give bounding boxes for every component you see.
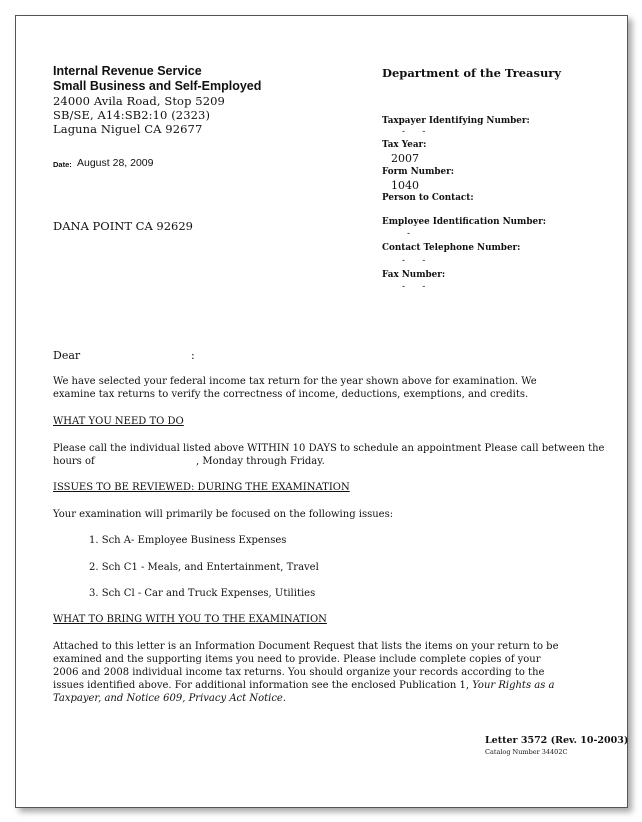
recipient-city: DANA POINT CA 92629 xyxy=(53,219,193,233)
heading-issues: ISSUES TO BE REVIEWED: DURING THE EXAMINATION xyxy=(53,482,350,493)
intro-paragraph: We have selected your federal income tax return for the year shown above for examination. We examine tax returns to verify the correctness of income, deductions, exemptions, and credits. xyxy=(53,376,537,400)
sender-city: Laguna Niguel CA 92677 xyxy=(53,122,203,136)
form-number-label: Form Number: xyxy=(382,167,455,177)
person-to-contact-label: Person to Contact: xyxy=(382,193,474,203)
issue-item-1: 1. Sch A- Employee Business Expenses xyxy=(89,535,287,546)
sender-name: Internal Revenue Service xyxy=(53,64,202,78)
tax-year-value: 2007 xyxy=(391,152,419,165)
salutation-colon: : xyxy=(191,349,195,362)
sender-street: 24000 Avila Road, Stop 5209 xyxy=(53,94,225,108)
heading-what-to-bring: WHAT TO BRING WITH YOU TO THE EXAMINATION xyxy=(53,614,327,625)
date-label: Date: xyxy=(53,160,72,169)
bring-paragraph xyxy=(53,640,568,705)
contact-phone-value: - - xyxy=(402,256,426,266)
letter-number: Letter 3572 (Rev. 10-2003) xyxy=(485,735,629,746)
fax-number-value: - - xyxy=(402,282,426,292)
tax-year-label: Tax Year: xyxy=(382,140,427,150)
sender-division: Small Business and Self-Employed xyxy=(53,79,262,93)
employee-id-label: Employee Identification Number: xyxy=(382,217,546,227)
contact-phone-label: Contact Telephone Number: xyxy=(382,243,521,253)
need-paragraph-hours-label: hours of xyxy=(53,456,95,467)
heading-what-you-need: WHAT YOU NEED TO DO xyxy=(53,416,184,427)
issues-intro: Your examination will primarily be focused on the following issues: xyxy=(53,509,394,520)
tin-value: - - xyxy=(402,127,426,137)
tin-label: Taxpayer Identifying Number: xyxy=(382,116,530,126)
bring-paragraph-publications: Your Rights as a Taxpayer, and Notice 609, Privacy Act Notice. xyxy=(53,680,555,704)
need-paragraph-line1: Please call the individual listed above WITHIN 10 DAYS to schedule an appointment Please call between the xyxy=(53,443,605,454)
salutation: Dear xyxy=(53,349,81,362)
letter-page xyxy=(15,15,628,808)
issue-item-3: 3. Sch Cl - Car and Truck Expenses, Utilities xyxy=(89,588,316,599)
date-value: August 28, 2009 xyxy=(77,157,154,169)
department-title: Department of the Treasury xyxy=(382,66,562,80)
need-paragraph-days: , Monday through Friday. xyxy=(196,456,325,467)
sender-routing: SB/SE, A14:SB2:10 (2323) xyxy=(53,108,211,122)
issue-item-2: 2. Sch C1 - Meals, and Entertainment, Travel xyxy=(89,562,319,573)
employee-id-value: - xyxy=(407,229,411,239)
catalog-number: Catalog Number 34402C xyxy=(485,748,568,756)
form-number-value: 1040 xyxy=(391,179,419,192)
bring-paragraph-text: Attached to this letter is an Information Document Request that lists the items on your return to be examined and the supporting items you need to provide. Please include complete copies of your 2006 and 2008 individual income tax returns. You should organize your records according to the issues identified above. For additional information see the enclosed Publication 1, xyxy=(53,641,559,691)
fax-number-label: Fax Number: xyxy=(382,270,446,280)
